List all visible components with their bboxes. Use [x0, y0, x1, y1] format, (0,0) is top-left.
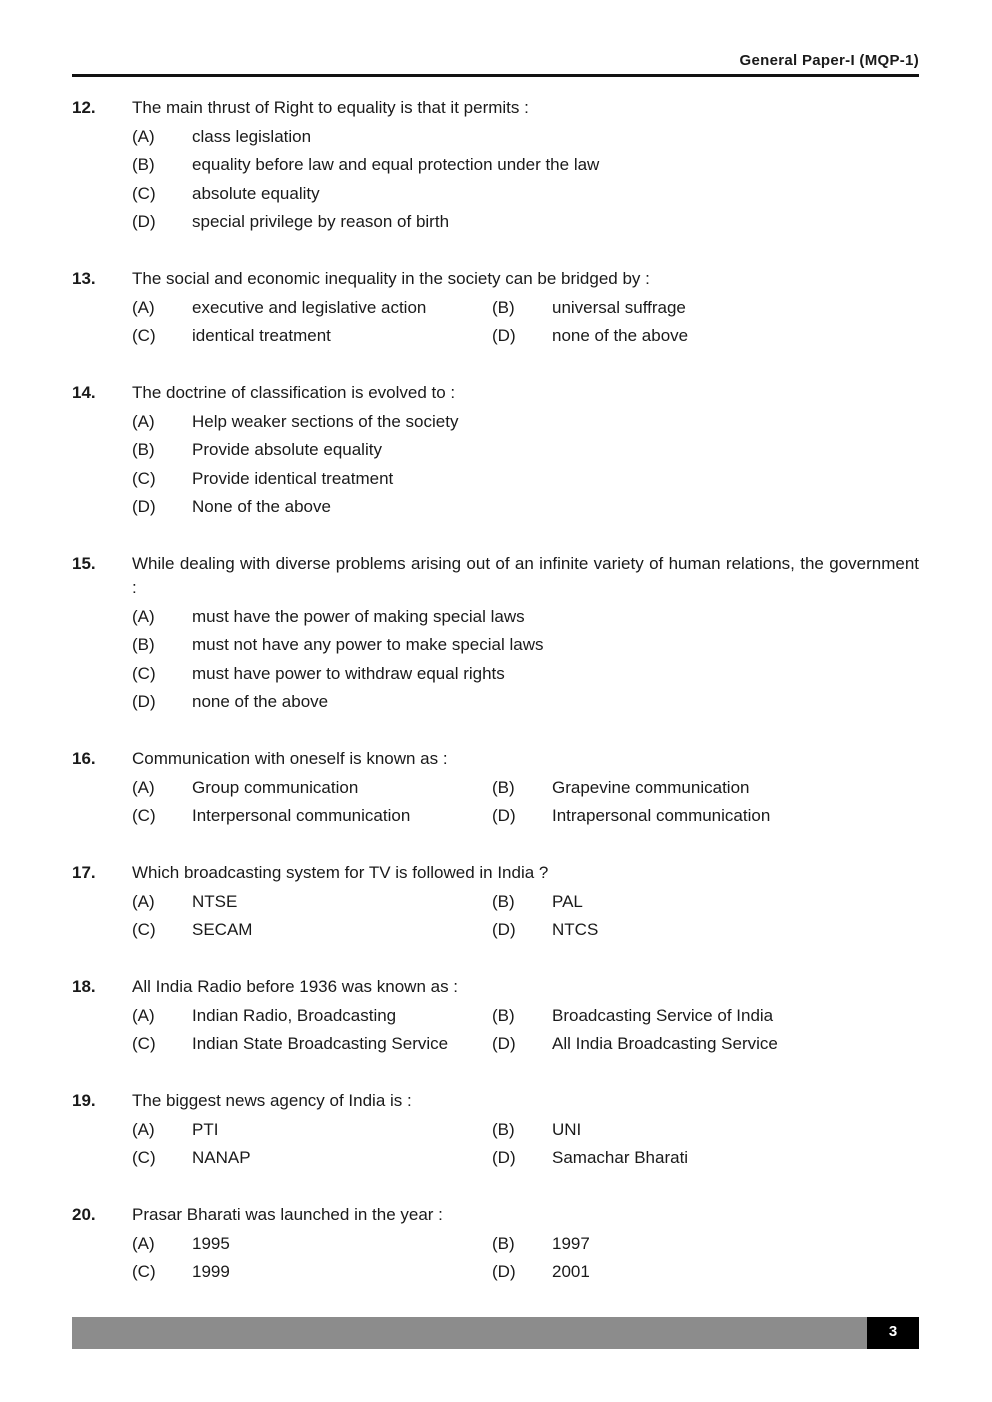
option-letter: (C)	[132, 468, 156, 488]
option-letter: (D)	[132, 212, 156, 231]
question	[72, 745, 919, 831]
option	[492, 802, 852, 831]
option	[132, 603, 919, 632]
option-letter: (A)	[132, 297, 155, 317]
question-number: 19.	[72, 1091, 96, 1110]
header-rule	[72, 74, 919, 77]
question-text: While dealing with diverse problems arising out of an infinite variety of human relations, the government :	[132, 554, 919, 597]
options-list	[132, 603, 919, 717]
question-text: Communication with oneself is known as :	[132, 749, 448, 768]
option-text: special privilege by reason of birth	[192, 212, 450, 231]
option	[132, 1230, 492, 1259]
option-text: Provide absolute equality	[192, 440, 382, 459]
option-letter: (A)	[132, 777, 155, 797]
question-list	[72, 94, 919, 1315]
option	[132, 688, 919, 717]
option	[132, 493, 919, 522]
option	[492, 1030, 852, 1059]
options-list	[132, 1230, 919, 1287]
question	[72, 379, 919, 522]
question-number: 17.	[72, 863, 96, 882]
option	[492, 1116, 852, 1145]
question-number: 16.	[72, 749, 96, 768]
option-text: Indian Radio, Broadcasting	[192, 1005, 397, 1025]
option	[132, 631, 919, 660]
option-text: None of the above	[192, 497, 331, 516]
option-letter: (B)	[492, 1233, 515, 1253]
option-letter: (D)	[492, 1034, 516, 1053]
option	[132, 151, 919, 180]
question-line	[72, 859, 919, 888]
option	[132, 916, 492, 945]
option-text: none of the above	[552, 326, 689, 345]
option-text: 1999	[192, 1262, 230, 1281]
option-letter: (D)	[492, 1148, 516, 1167]
options-list	[132, 774, 919, 831]
option-text: class legislation	[192, 126, 312, 146]
option-letter: (B)	[492, 297, 515, 317]
option-letter: (B)	[132, 635, 155, 654]
option	[492, 1144, 852, 1173]
option-letter: (C)	[132, 806, 156, 825]
question	[72, 1201, 919, 1287]
question-line	[72, 1201, 919, 1230]
option-text: NTSE	[192, 891, 238, 911]
option-letter: (B)	[492, 1119, 515, 1139]
question-number: 18.	[72, 977, 96, 996]
option-text: NTCS	[552, 920, 599, 939]
option-text: must not have any power to make special laws	[192, 635, 544, 654]
option-letter: (A)	[132, 891, 155, 911]
option-letter: (C)	[132, 326, 156, 345]
option-text: UNI	[552, 1119, 582, 1139]
option-text: must have power to withdraw equal rights	[192, 663, 505, 683]
options-list	[132, 1116, 919, 1173]
option	[132, 1144, 492, 1173]
option-letter: (A)	[132, 1233, 155, 1253]
option-text: Grapevine communication	[552, 777, 750, 797]
option-text: Indian State Broadcasting Service	[192, 1034, 449, 1053]
option	[492, 1258, 852, 1287]
option	[132, 208, 919, 237]
option-letter: (B)	[492, 777, 515, 797]
option-letter: (C)	[132, 183, 156, 203]
option-text: universal suffrage	[552, 297, 686, 317]
option-letter: (B)	[132, 155, 155, 174]
option-letter: (B)	[492, 1005, 515, 1025]
question-line	[72, 745, 919, 774]
question-text: All India Radio before 1936 was known as :	[132, 977, 459, 996]
options-list	[132, 294, 919, 351]
option-letter: (C)	[132, 1034, 156, 1053]
option-text: NANAP	[192, 1148, 251, 1167]
option	[132, 1258, 492, 1287]
option-letter: (A)	[132, 1119, 155, 1139]
question-number: 12.	[72, 98, 96, 117]
option	[492, 916, 852, 945]
question	[72, 1087, 919, 1173]
question	[72, 859, 919, 945]
option	[132, 1116, 492, 1145]
option	[132, 180, 919, 209]
option-letter: (B)	[132, 440, 155, 459]
option-letter: (A)	[132, 606, 155, 626]
option	[132, 1002, 492, 1031]
option-letter: (D)	[132, 497, 156, 516]
question	[72, 265, 919, 351]
options-list	[132, 123, 919, 237]
option-text: 2001	[552, 1262, 590, 1281]
options-list	[132, 1002, 919, 1059]
option-letter: (C)	[132, 920, 156, 939]
option-text: PTI	[192, 1119, 219, 1139]
option	[132, 774, 492, 803]
options-list	[132, 888, 919, 945]
option-letter: (A)	[132, 1005, 155, 1025]
option-text: absolute equality	[192, 183, 320, 203]
option-letter: (A)	[132, 411, 155, 431]
option	[132, 1030, 492, 1059]
option	[492, 1002, 852, 1031]
question	[72, 94, 919, 237]
footer-bar	[72, 1317, 867, 1349]
option	[132, 123, 919, 152]
option	[492, 888, 852, 917]
option	[492, 774, 852, 803]
option-text: Samachar Bharati	[552, 1148, 689, 1167]
option-letter: (A)	[132, 126, 155, 146]
option-letter: (D)	[492, 326, 516, 345]
option-text: 1997	[552, 1233, 590, 1253]
option	[132, 802, 492, 831]
question-number: 14.	[72, 383, 96, 402]
option-text: SECAM	[192, 920, 253, 939]
options-list	[132, 408, 919, 522]
option-text: All India Broadcasting Service	[552, 1034, 778, 1053]
page-number: 3	[867, 1317, 919, 1349]
question-line	[72, 379, 919, 408]
option-text: PAL	[552, 891, 583, 911]
paper-title-header: General Paper-I (MQP-1)	[739, 52, 919, 69]
option-text: Interpersonal communication	[192, 806, 411, 825]
option-letter: (D)	[132, 692, 156, 711]
option-letter: (C)	[132, 1148, 156, 1167]
option	[132, 465, 919, 494]
question-number: 15.	[72, 554, 96, 573]
option-letter: (D)	[492, 920, 516, 939]
question-text: The biggest news agency of India is :	[132, 1091, 412, 1110]
question-line	[72, 1087, 919, 1116]
option-text: 1995	[192, 1233, 230, 1253]
option-text: Help weaker sections of the society	[192, 411, 459, 431]
option	[132, 408, 919, 437]
option	[132, 322, 492, 351]
question-text: Which broadcasting system for TV is followed in India ?	[132, 863, 549, 882]
option-letter: (D)	[492, 806, 516, 825]
option-letter: (C)	[132, 663, 156, 683]
question	[72, 973, 919, 1059]
question	[72, 550, 919, 717]
question-number: 13.	[72, 269, 96, 288]
option-text: Group communication	[192, 777, 359, 797]
question-text: Prasar Bharati was launched in the year :	[132, 1205, 443, 1224]
option-text: none of the above	[192, 692, 329, 711]
option-letter: (C)	[132, 1262, 156, 1281]
question-text: The main thrust of Right to equality is that it permits :	[132, 98, 529, 117]
option	[132, 294, 492, 323]
question-text: The doctrine of classification is evolved to :	[132, 383, 456, 402]
option	[132, 436, 919, 465]
question-text: The social and economic inequality in the society can be bridged by :	[132, 269, 650, 288]
option-text: identical treatment	[192, 326, 331, 345]
option	[132, 888, 492, 917]
option	[492, 294, 852, 323]
question-line	[72, 973, 919, 1002]
option-text: Provide identical treatment	[192, 468, 394, 488]
question-line	[72, 265, 919, 294]
option-text: Intrapersonal communication	[552, 806, 771, 825]
option-text: executive and legislative action	[192, 297, 427, 317]
option-letter: (B)	[492, 891, 515, 911]
option	[492, 322, 852, 351]
option-letter: (D)	[492, 1262, 516, 1281]
option-text: must have the power of making special laws	[192, 606, 525, 626]
option	[492, 1230, 852, 1259]
question-number: 20.	[72, 1205, 96, 1224]
question-line	[72, 550, 919, 603]
option-text: equality before law and equal protection under the law	[192, 155, 600, 174]
option-text: Broadcasting Service of India	[552, 1005, 774, 1025]
option	[132, 660, 919, 689]
question-line	[72, 94, 919, 123]
